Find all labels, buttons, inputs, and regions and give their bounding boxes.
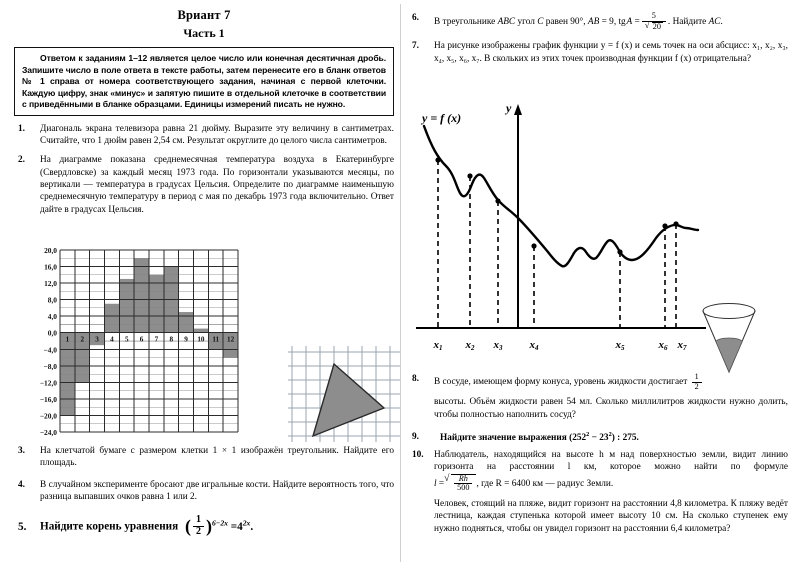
- svg-text:7: 7: [154, 335, 159, 344]
- task-10-frac-den: 500: [454, 483, 472, 493]
- svg-text:9: 9: [184, 335, 188, 344]
- task-9-part-c: ) : 275.: [611, 433, 639, 444]
- task-9-sup-1: 2: [586, 431, 590, 438]
- task-6-text: [434, 12, 788, 31]
- temperature-bar-chart: [24, 246, 242, 438]
- task-8-text: [434, 373, 788, 421]
- svg-text:−16,0: −16,0: [39, 394, 57, 404]
- page-title: Вриант 7: [177, 8, 231, 22]
- task-8-frac-den: 2: [692, 382, 702, 392]
- task-1-text: Диагональ экрана телевизора равна 21 дюйму. Выразите эту величину в сантиметрах. Считайте, что 1 дюйм равен 2,54 см. Результат округлите до целого числа сантиметров.: [40, 123, 394, 146]
- task-5-tail: .: [250, 521, 254, 533]
- instruction-box: [14, 47, 394, 116]
- y-axis-label: y: [506, 101, 512, 115]
- task-6-part-b: угол: [515, 17, 538, 28]
- triangle-figure: [288, 346, 400, 442]
- task-5-fraction: [193, 515, 204, 537]
- instruction-text: Ответом к заданиям 1–12 является целое число или конечная десятичная дробь. Запишите число в поле ответа в тексте работы, затем перенесите его в бланк ответов № 1 справа от номера соответствующего задания, начиная с первой клеточки. Каждую цифру, знак «минус» и запятую пишите в отдельной клеточке в соответствии с приведёнными в бланке образцами. Единицы измерений писать не нужно.: [22, 53, 386, 110]
- sqrt-icon-2: [444, 474, 476, 493]
- svg-text:−8,0: −8,0: [43, 361, 57, 371]
- triangle-svg: [288, 346, 400, 442]
- svg-text:6: 6: [139, 335, 144, 344]
- cone-svg: [694, 302, 764, 376]
- function-curve: [424, 126, 698, 266]
- task-5-exponent: 6−2x: [211, 518, 228, 528]
- task-5-text: [40, 515, 394, 539]
- left-column: [14, 0, 394, 566]
- task-6-frac-den: [642, 21, 666, 32]
- task-10: [408, 449, 788, 535]
- point-label-x4: x4: [529, 339, 539, 352]
- task-8-number: 8.: [412, 374, 419, 384]
- task-2-number: 2.: [18, 155, 25, 166]
- task-5-formula: [185, 515, 253, 539]
- function-graph-figure: [410, 100, 720, 358]
- task-10-number: 10.: [412, 450, 424, 460]
- point-label-x6: x6: [658, 339, 668, 352]
- task-9: [408, 431, 788, 444]
- fraction-denominator: 2: [193, 526, 204, 538]
- fraction-numerator: 1: [195, 514, 201, 525]
- task-2-text: На диаграмме показана среднемесячная температура воздуха в Екатеринбурге (Свердловске) за каждый месяц 1973 года. По горизонтали указываются месяцы, по вертикали — температура в градусах Цельсия. Определите по диаграмме наименьшую среднемесячную температуру в период с мая по декабрь 1973 года включительно. Ответ дайте в градусах Цельсия.: [40, 155, 394, 215]
- task-4-number: 4.: [18, 480, 25, 490]
- task-6-fraction: [642, 12, 666, 31]
- task-5-equals: =: [230, 521, 238, 533]
- bar-chart-svg: [24, 246, 242, 438]
- task-3: [14, 445, 394, 470]
- task-10-body: [434, 449, 788, 535]
- task-1-number: 1.: [18, 123, 25, 134]
- svg-text:20,0: 20,0: [44, 246, 57, 255]
- curve-points: [435, 157, 678, 254]
- svg-text:3: 3: [95, 335, 99, 344]
- task-5-number: 5.: [18, 520, 27, 533]
- task-5-rhs-exponent: 2x: [242, 518, 251, 528]
- cone-rim: [703, 304, 755, 319]
- task-10-formula: [434, 473, 614, 493]
- task-10-equals: =: [438, 479, 445, 490]
- task-3-number: 3.: [18, 446, 25, 456]
- right-paren: ): [205, 516, 212, 536]
- drop-lines: [438, 160, 676, 328]
- point-label-x1: x1: [433, 339, 443, 352]
- task-6-part-a: В треугольнике: [434, 17, 498, 28]
- task-5-rhs-base: 4: [237, 521, 243, 533]
- cone-liquid: [716, 338, 742, 372]
- task-9-number: 9.: [412, 432, 419, 442]
- task-3-text: На клетчатой бумаге с размером клетки 1 × 1 изображён треугольник. Найдите его площадь.: [40, 446, 394, 469]
- cone-figure: [694, 302, 764, 376]
- task-10-part-a: Наблюдатель, находящийся на высоте h м над поверхностью земли, видит линию горизонта на расстоянии l км, которое можно найти по формуле: [434, 450, 788, 473]
- sqrt-icon: [645, 22, 663, 32]
- task-6-equals: =: [634, 17, 640, 28]
- svg-text:4,0: 4,0: [47, 312, 57, 322]
- task-8-part-b: высоты. Объём жидкости равен 54 мл. Сколько миллилитров жидкости нужно долить, чтобы полностью наполнить сосуд?: [434, 397, 788, 420]
- task-8: [408, 373, 788, 421]
- x-point-labels: [433, 339, 688, 352]
- page-subtitle: Часть 1: [183, 26, 225, 40]
- svg-text:−12,0: −12,0: [39, 378, 57, 388]
- point-label-x3: x3: [493, 339, 503, 352]
- svg-text:10: 10: [197, 335, 205, 344]
- task-10-radicand: [451, 474, 476, 493]
- point-label-x7: x7: [677, 339, 687, 352]
- svg-text:12: 12: [226, 335, 235, 344]
- task-6-abc: ABC: [497, 17, 516, 28]
- point-label-x5: x5: [615, 339, 625, 352]
- y-axis-arrow-icon: [514, 104, 522, 115]
- task-6-radicand: 20: [652, 21, 661, 31]
- task-8-fraction: [692, 373, 702, 391]
- task-7-text: На рисунке изображены график функции y = f (x) и семь точек на оси абсцисс: x₁, x₂, x₃, x₄, x₅, x₆, x₇. В скольких из этих точек производная функции f (x) отрицательна?: [434, 41, 788, 64]
- point-label-x2: x2: [465, 339, 475, 352]
- task-8-part-a: В сосуде, имеющем форму конуса, уровень жидкости достигает: [434, 377, 688, 388]
- task-4-text: В случайном эксперименте бросают две игральные кости. Найдите вероятность того, что разница выпавших очков равна 1 или 2.: [40, 480, 394, 503]
- task-6-c: C: [537, 17, 544, 28]
- svg-text:−24,0: −24,0: [39, 428, 57, 437]
- right-column: [408, 0, 788, 566]
- task-6-part-d: = 9, tg: [599, 17, 626, 28]
- task-6-part-f: .: [720, 17, 723, 28]
- svg-text:0,0: 0,0: [47, 328, 57, 338]
- task-1: [14, 123, 394, 148]
- task-10-frac-num: √ Rh: [458, 473, 468, 483]
- task-7-number: 7.: [412, 41, 419, 52]
- svg-text:1: 1: [65, 335, 70, 344]
- task-9-part-a: Найдите значение выражения (252: [440, 433, 587, 444]
- task-6-number: 6.: [412, 13, 419, 23]
- svg-text:5: 5: [124, 335, 129, 344]
- curve-label: y = f (x): [422, 111, 462, 125]
- task-6-part-e: . Найдите: [667, 17, 709, 28]
- task-6-ac: AC: [708, 17, 721, 28]
- task-7: [408, 40, 788, 65]
- task-6-part-c: равен 90°,: [543, 17, 588, 28]
- function-graph-svg: [410, 100, 720, 358]
- task-5-label: Найдите корень уравнения: [40, 520, 179, 533]
- task-10-paragraph: Человек, стоящий на пляже, видит горизонт на расстоянии 4,8 километра. К пляжу ведёт лестница, каждая ступенька которой имеет высоту 10 см. На сколько ступенек ему нужно подняться, чтобы он увидел горизонт на расстоянии 6,4 километра?: [434, 498, 788, 534]
- task-6-a: A: [626, 17, 633, 28]
- svg-text:8,0: 8,0: [47, 295, 57, 305]
- svg-text:11: 11: [212, 335, 220, 344]
- svg-text:12,0: 12,0: [44, 279, 57, 289]
- task-4: [14, 479, 394, 504]
- left-paren: (: [184, 516, 191, 536]
- task-9-text: [434, 431, 788, 444]
- task-6: [408, 12, 788, 31]
- column-divider: [400, 4, 401, 562]
- svg-text:−4,0: −4,0: [43, 345, 57, 355]
- task-10-part-b: , где R = 6400 км — радиус Земли.: [476, 479, 614, 490]
- svg-text:2: 2: [80, 335, 85, 344]
- svg-text:4: 4: [110, 335, 114, 344]
- task-6-ab: AB: [587, 17, 600, 28]
- svg-text:8: 8: [169, 335, 174, 344]
- task-5: [14, 515, 394, 539]
- task-9-part-b: − 23: [589, 433, 609, 444]
- task-8-frac-num: 1: [694, 372, 699, 381]
- task-2: [14, 154, 394, 216]
- svg-text:16,0: 16,0: [44, 262, 57, 272]
- task-9-sup-2: 2: [608, 431, 612, 438]
- task-6-frac-num: 5: [651, 11, 656, 20]
- task-10-lhs: l: [434, 479, 437, 490]
- svg-text:−20,0: −20,0: [39, 411, 57, 421]
- task-10-fraction: [454, 475, 472, 493]
